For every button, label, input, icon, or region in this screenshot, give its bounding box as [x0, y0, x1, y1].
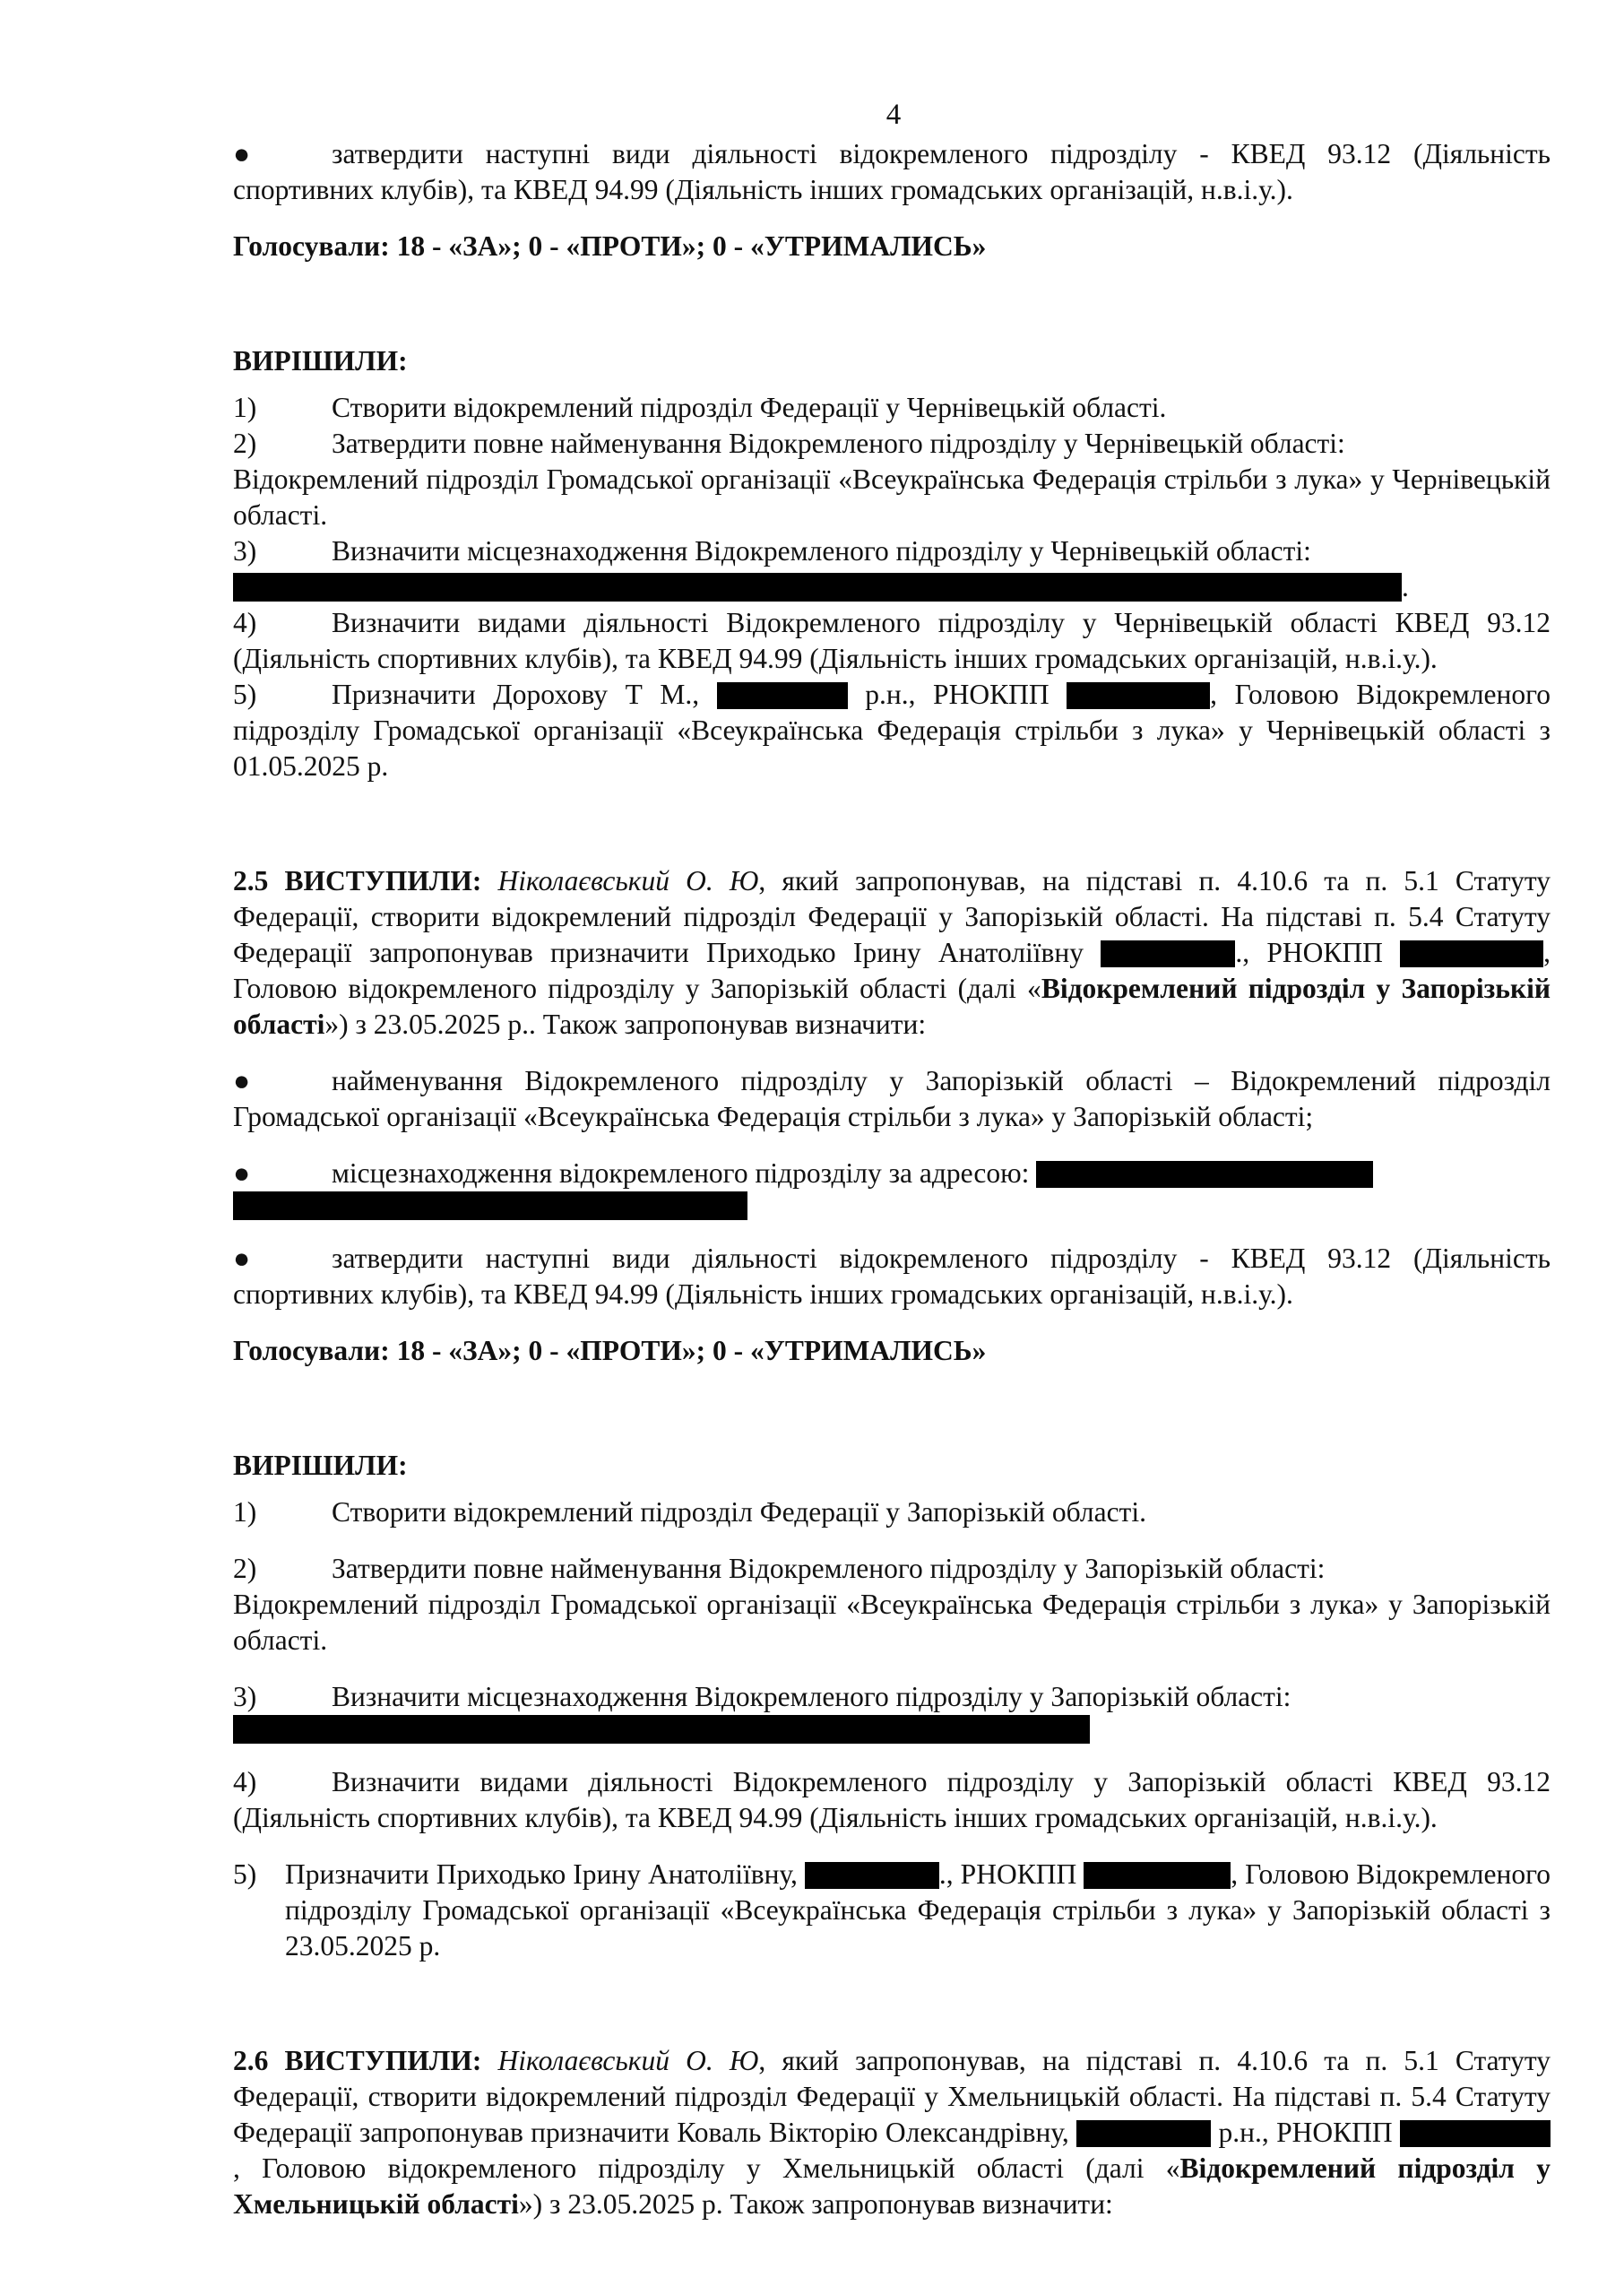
redacted-address-line: .: [233, 569, 1551, 605]
resolution-item: 2) Затвердити повне найменування Відокремленого підрозділу у Запорізькій області:: [233, 1553, 1326, 1584]
resolution-item: 4) Визначити видами діяльності Відокремленого підрозділу у Чернівецькій області КВЕД 93.12 (Діяльність спортивних клубів), та КВЕД 94.99 (Діяльність інших громадських організацій, н.в.і.у.).: [233, 607, 1551, 674]
resolution-item: 3) Визначити місцезнаходження Відокремленого підрозділу у Запорізькій області:: [233, 1681, 1291, 1712]
resolution-item: 1) Створити відокремлений підрозділ Федерації у Чернівецькій області.: [233, 392, 1167, 423]
bullet-kved-chernivtsi: ● затвердити наступні види діяльності відокремленого підрозділу - КВЕД 93.12 (Діяльність спортивних клубів), та КВЕД 94.99 (Діяльність інших громадських організацій, н.в.і.у.).: [233, 138, 1551, 205]
bullet-glyph: ●: [233, 138, 251, 169]
vote-result-2-4: Голосували: 18 - «ЗА»; 0 - «ПРОТИ»; 0 - «УТРИМАЛИСЬ»: [233, 230, 987, 262]
redaction-block: [1067, 682, 1210, 709]
redaction-block: [805, 1862, 939, 1889]
redaction-block: [1076, 2120, 1211, 2147]
redaction-block: [1036, 1161, 1373, 1188]
redaction-block: [233, 1715, 1090, 1744]
vote-result-2-5: Голосували: 18 - «ЗА»; 0 - «ПРОТИ»; 0 - «УТРИМАЛИСЬ»: [233, 1335, 987, 1366]
resolved-heading-2-4: ВИРІШИЛИ:: [233, 345, 408, 377]
redaction-block: [1084, 1862, 1231, 1889]
section-2-5-intro: 2.5 ВИСТУПИЛИ: Ніколаєвський О. Ю, який запропонував, на підставі п. 4.10.6 та п. 5.1 Статуту Федерації, створити відокремлений підрозділ Федерації у Запорізькій області. На підставі п. 5.4 Статуту Федерації запропонував призначити Приходько Ірину Анатоліївну ., РНОКПП , Головою відокремленого підрозділу у Запорізькій області (далі «Відокремлений підрозділ у Запорізькій області») з 23.05.2025 р.. Також запропонував визначити:: [233, 865, 1551, 1040]
redaction-block: [233, 573, 1402, 602]
resolution-item: 2) Затвердити повне найменування Відокремленого підрозділу у Чернівецькій області:: [233, 428, 1345, 459]
redaction-block: [1101, 940, 1235, 967]
redaction-block: [717, 682, 848, 709]
resolved-heading-2-5: ВИРІШИЛИ:: [233, 1450, 408, 1481]
document-body: [233, 97, 1551, 2222]
resolution-item: 3) Визначити місцезнаходження Відокремленого підрозділу у Чернівецькій області:: [233, 535, 1311, 567]
redaction-block: [233, 1191, 747, 1220]
bullet-name: ● найменування Відокремленого підрозділу у Запорізькій області – Відокремлений підрозділ Громадської організації «Всеукраїнська Федерація стрільби з лука» у Запорізькій області;: [233, 1065, 1551, 1132]
section-2-6-intro: 2.6 ВИСТУПИЛИ: Ніколаєвський О. Ю, який запропонував, на підставі п. 4.10.6 та п. 5.1 Статуту Федерації, створити відокремлений підрозділ Федерації у Хмельницькій області. На підставі п. 5.4 Статуту Федерації запропонував призначити Коваль Вікторію Олександрівну, р.н., РНОКПП , Головою відокремленого підрозділу у Хмельницькій області (далі «Відокремлений підрозділ у Хмельницькій області») з 23.05.2025 р. Також запропонував визначити:: [233, 2045, 1551, 2220]
resolution-item: 4) Визначити видами діяльності Відокремленого підрозділу у Запорізькій області КВЕД 93.12 (Діяльність спортивних клубів), та КВЕД 94.99 (Діяльність інших громадських організацій, н.в.і.у.).: [233, 1766, 1551, 1833]
bullet-address: ● місцезнаходження відокремленого підрозділу за адресою:: [233, 1156, 1551, 1191]
resolution-item: 1) Створити відокремлений підрозділ Федерації у Запорізькій області.: [233, 1496, 1146, 1528]
redaction-block: [1400, 940, 1543, 967]
resolution-item-continuation: Відокремлений підрозділ Громадської організації «Всеукраїнська Федерація стрільби з лука» у Запорізькій області.: [233, 1589, 1551, 1656]
redaction-block: [1400, 2120, 1551, 2147]
bullet-kved: ● затвердити наступні види діяльності відокремленого підрозділу - КВЕД 93.12 (Діяльність спортивних клубів), та КВЕД 94.99 (Діяльність інших громадських організацій, н.в.і.у.).: [233, 1243, 1551, 1310]
resolution-item: 5) Призначити Дорохову Т М., р.н., РНОКПП , Головою Відокремленого підрозділу Громадської організації «Всеукраїнська Федерація стрільби з лука» у Чернівецькій області з 01.05.2025 р.: [233, 679, 1551, 782]
resolution-item-continuation: Відокремлений підрозділ Громадської організації «Всеукраїнська Федерація стрільби з лука» у Чернівецькій області.: [233, 463, 1551, 531]
resolution-item: 5) Призначити Приходько Ірину Анатоліївну, ., РНОКПП , Головою Відокремленого підрозділу Громадської організації «Всеукраїнська Федерація стрільби з лука» у Запорізькій області з 23.05.2025 р.: [233, 1858, 1551, 1962]
page-number: 4: [885, 99, 902, 131]
